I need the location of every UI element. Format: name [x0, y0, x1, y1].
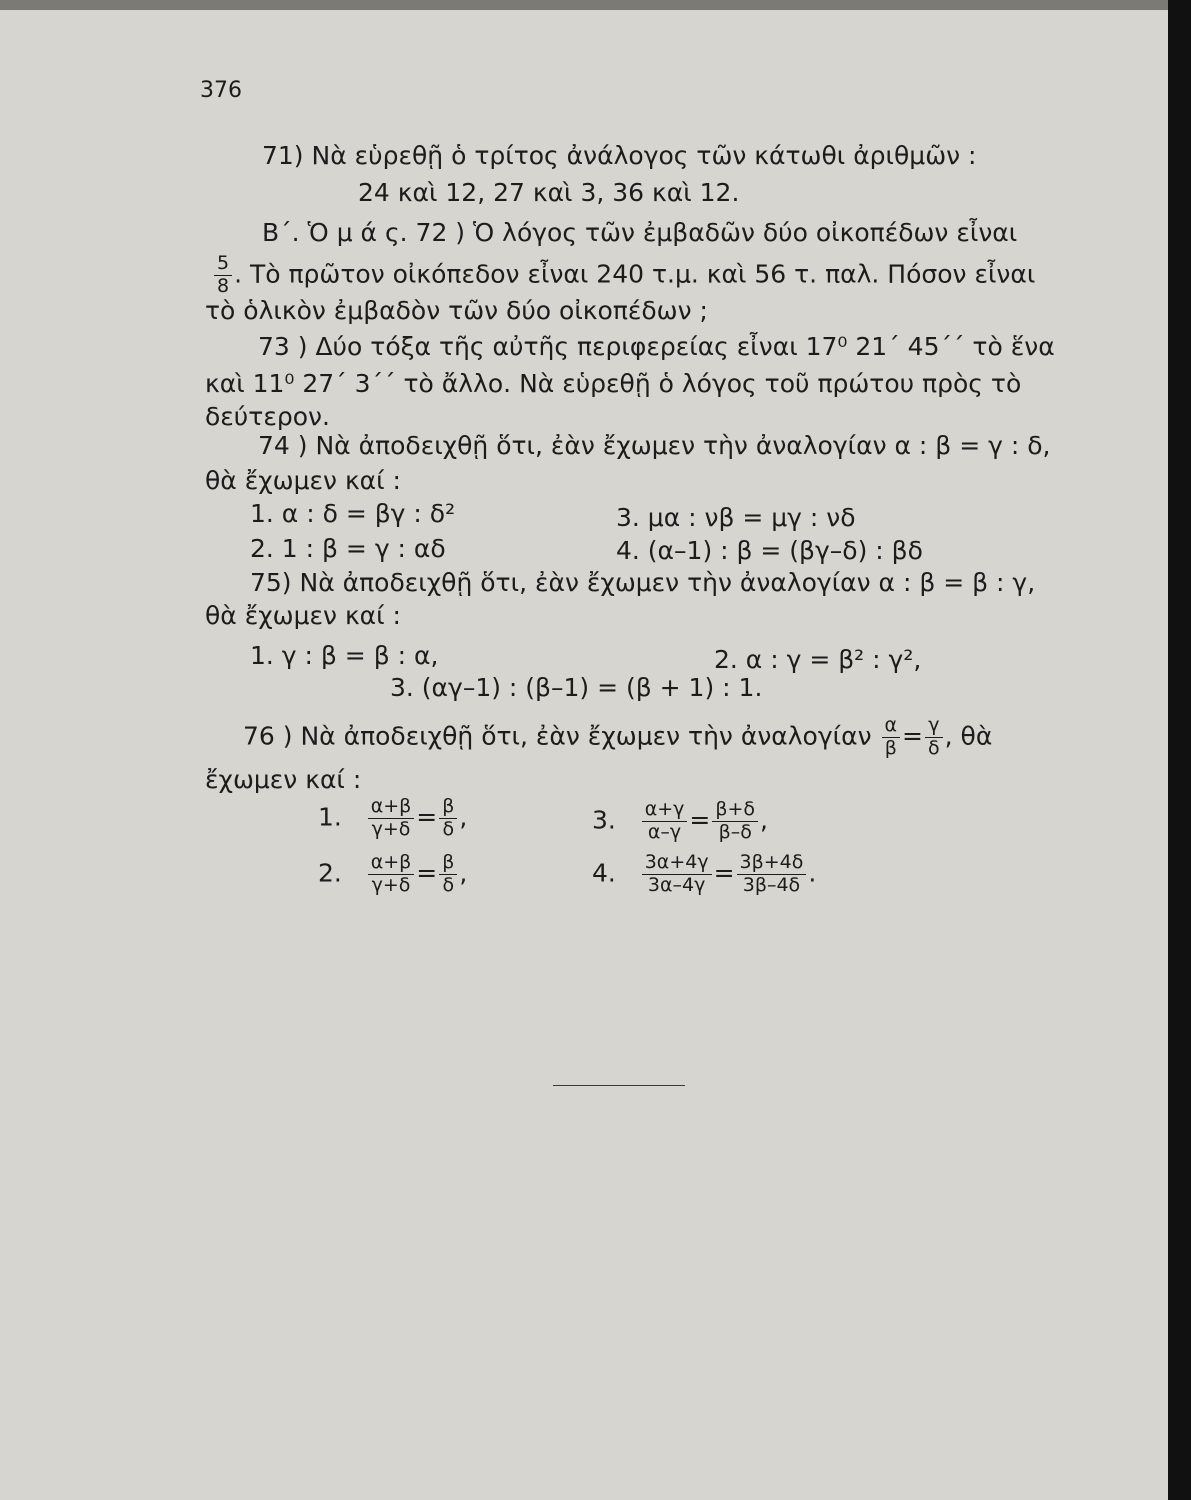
fraction-numerator: γ [925, 716, 943, 738]
fraction-denominator: β [884, 736, 897, 759]
fraction-denominator: γ+δ [371, 817, 411, 840]
equals-sign: = [902, 721, 923, 751]
fraction-numerator: α+β [368, 797, 415, 819]
exercise-76-line2: ἔχωμεν καί : [205, 765, 362, 794]
fraction-denominator: α–γ [647, 820, 682, 843]
formula-3 [592, 800, 768, 843]
exercise-74-eq4: 4. (α–1) : β = (βγ–δ) : βδ [616, 536, 923, 565]
fraction [737, 853, 807, 896]
equals-sign: = [416, 858, 438, 888]
group-b-heading: Β΄. Ὁ μ ά ς. [262, 218, 408, 247]
exercise-73-line3: δεύτερον. [205, 402, 330, 431]
fraction [368, 853, 415, 896]
exercise-76-tail: , θὰ [944, 721, 993, 751]
exercise-72-line3: τὸ ὁλικὸν ἐμβαδὸν τῶν δύο οἰκοπέδων ; [205, 296, 708, 325]
fraction-denominator: δ [442, 817, 455, 840]
fraction-numerator: α+γ [642, 800, 688, 822]
exercise-72-line1 [262, 220, 1017, 245]
ratio-a-b [882, 716, 901, 759]
fraction-denominator: δ [442, 873, 455, 896]
fraction-denominator: γ+δ [371, 873, 411, 896]
fraction-numerator: 3β+4δ [737, 853, 807, 875]
formula-2 [318, 853, 467, 896]
formula-1 [318, 797, 467, 840]
fraction-denominator: β–δ [718, 820, 752, 843]
fraction-numerator: 3α+4γ [642, 853, 712, 875]
fraction-denominator: 3β–4δ [742, 873, 801, 896]
punctuation: , [760, 805, 768, 835]
fraction-numerator: β [439, 853, 457, 875]
equals-sign: = [689, 805, 711, 835]
formula-label: 2. [318, 858, 342, 888]
exercise-75-eq2: 2. α : γ = β² : γ², [714, 645, 922, 674]
exercise-71-text: 71) Νὰ εὑρεθῇ ὁ τρίτος ἀνάλογος τῶν κάτωθι ἀριθμῶν : [262, 141, 977, 170]
exercise-72-continuation: . Τὸ πρῶτον οἰκόπεδον εἶναι 240 τ.μ. καὶ 56 τ. παλ. Πόσον εἶναι [234, 259, 1036, 289]
exercise-75-eq1: 1. γ : β = β : α, [250, 641, 439, 670]
fraction-numerator: β+δ [712, 800, 758, 822]
exercise-72-line2 [212, 254, 1035, 297]
fraction [439, 797, 457, 840]
section-divider [553, 1085, 685, 1086]
fraction-5-8 [214, 254, 232, 297]
fraction [642, 853, 712, 896]
book-edge [1168, 0, 1191, 1500]
exercise-76-line1 [243, 716, 992, 759]
ratio-c-d [925, 716, 943, 759]
fraction [368, 797, 415, 840]
exercise-75-eq3: 3. (αγ–1) : (β–1) = (β + 1) : 1. [390, 673, 763, 702]
fraction-numerator: β [439, 797, 457, 819]
exercise-73-line2: καὶ 11⁰ 27΄ 3΄΄ τὸ ἄλλο. Νὰ εὑρεθῇ ὁ λόγος τοῦ πρώτου πρὸς τὸ [205, 369, 1022, 398]
fraction [712, 800, 758, 843]
fraction-numerator: α+β [368, 853, 415, 875]
exercise-74-line2: θὰ ἔχωμεν καί : [205, 466, 401, 495]
formula-4 [592, 853, 816, 896]
fraction-denominator: 3α–4γ [647, 873, 706, 896]
fraction-numerator: 5 [214, 254, 232, 276]
fraction-denominator: 8 [217, 274, 230, 297]
equals-sign: = [416, 802, 438, 832]
exercise-74-eq3: 3. μα : νβ = μγ : νδ [616, 503, 856, 532]
fraction [439, 853, 457, 896]
fraction-denominator: δ [928, 736, 940, 759]
fraction-numerator: α [882, 716, 901, 738]
fraction [642, 800, 688, 843]
punctuation: , [459, 802, 468, 832]
exercise-74-line1: 74 ) Νὰ ἀποδειχθῇ ὅτι, ἐὰν ἔχωμεν τὴν ἀναλογίαν α : β = γ : δ, [258, 431, 1051, 460]
equals-sign: = [713, 858, 735, 888]
top-shadow [0, 0, 1168, 10]
exercise-73-line1: 73 ) Δύο τόξα τῆς αὐτῆς περιφερείας εἶναι 17⁰ 21΄ 45΄΄ τὸ ἕνα [258, 332, 1055, 361]
exercise-72-start: 72 ) Ὁ λόγος τῶν ἐμβαδῶν δύο οἰκοπέδων εἶναι [415, 218, 1018, 247]
punctuation: , [459, 858, 468, 888]
exercise-75-line1: 75) Νὰ ἀποδειχθῇ ὅτι, ἐὰν ἔχωμεν τὴν ἀναλογίαν α : β = β : γ, [250, 568, 1036, 597]
exercise-75-line2: θὰ ἔχωμεν καί : [205, 601, 401, 630]
punctuation: . [808, 858, 817, 888]
formula-label: 3. [592, 805, 616, 835]
formula-label: 4. [592, 858, 616, 888]
exercise-71-items: 24 καὶ 12, 27 καὶ 3, 36 καὶ 12. [358, 178, 740, 207]
exercise-74-eq1: 1. α : δ = βγ : δ² [250, 499, 456, 528]
page-number: 376 [200, 78, 242, 103]
exercise-76-start: 76 ) Νὰ ἀποδειχθῇ ὅτι, ἐὰν ἔχωμεν τὴν ἀναλογίαν [243, 721, 872, 751]
exercise-74-eq2: 2. 1 : β = γ : αδ [250, 534, 446, 563]
formula-label: 1. [318, 802, 342, 832]
